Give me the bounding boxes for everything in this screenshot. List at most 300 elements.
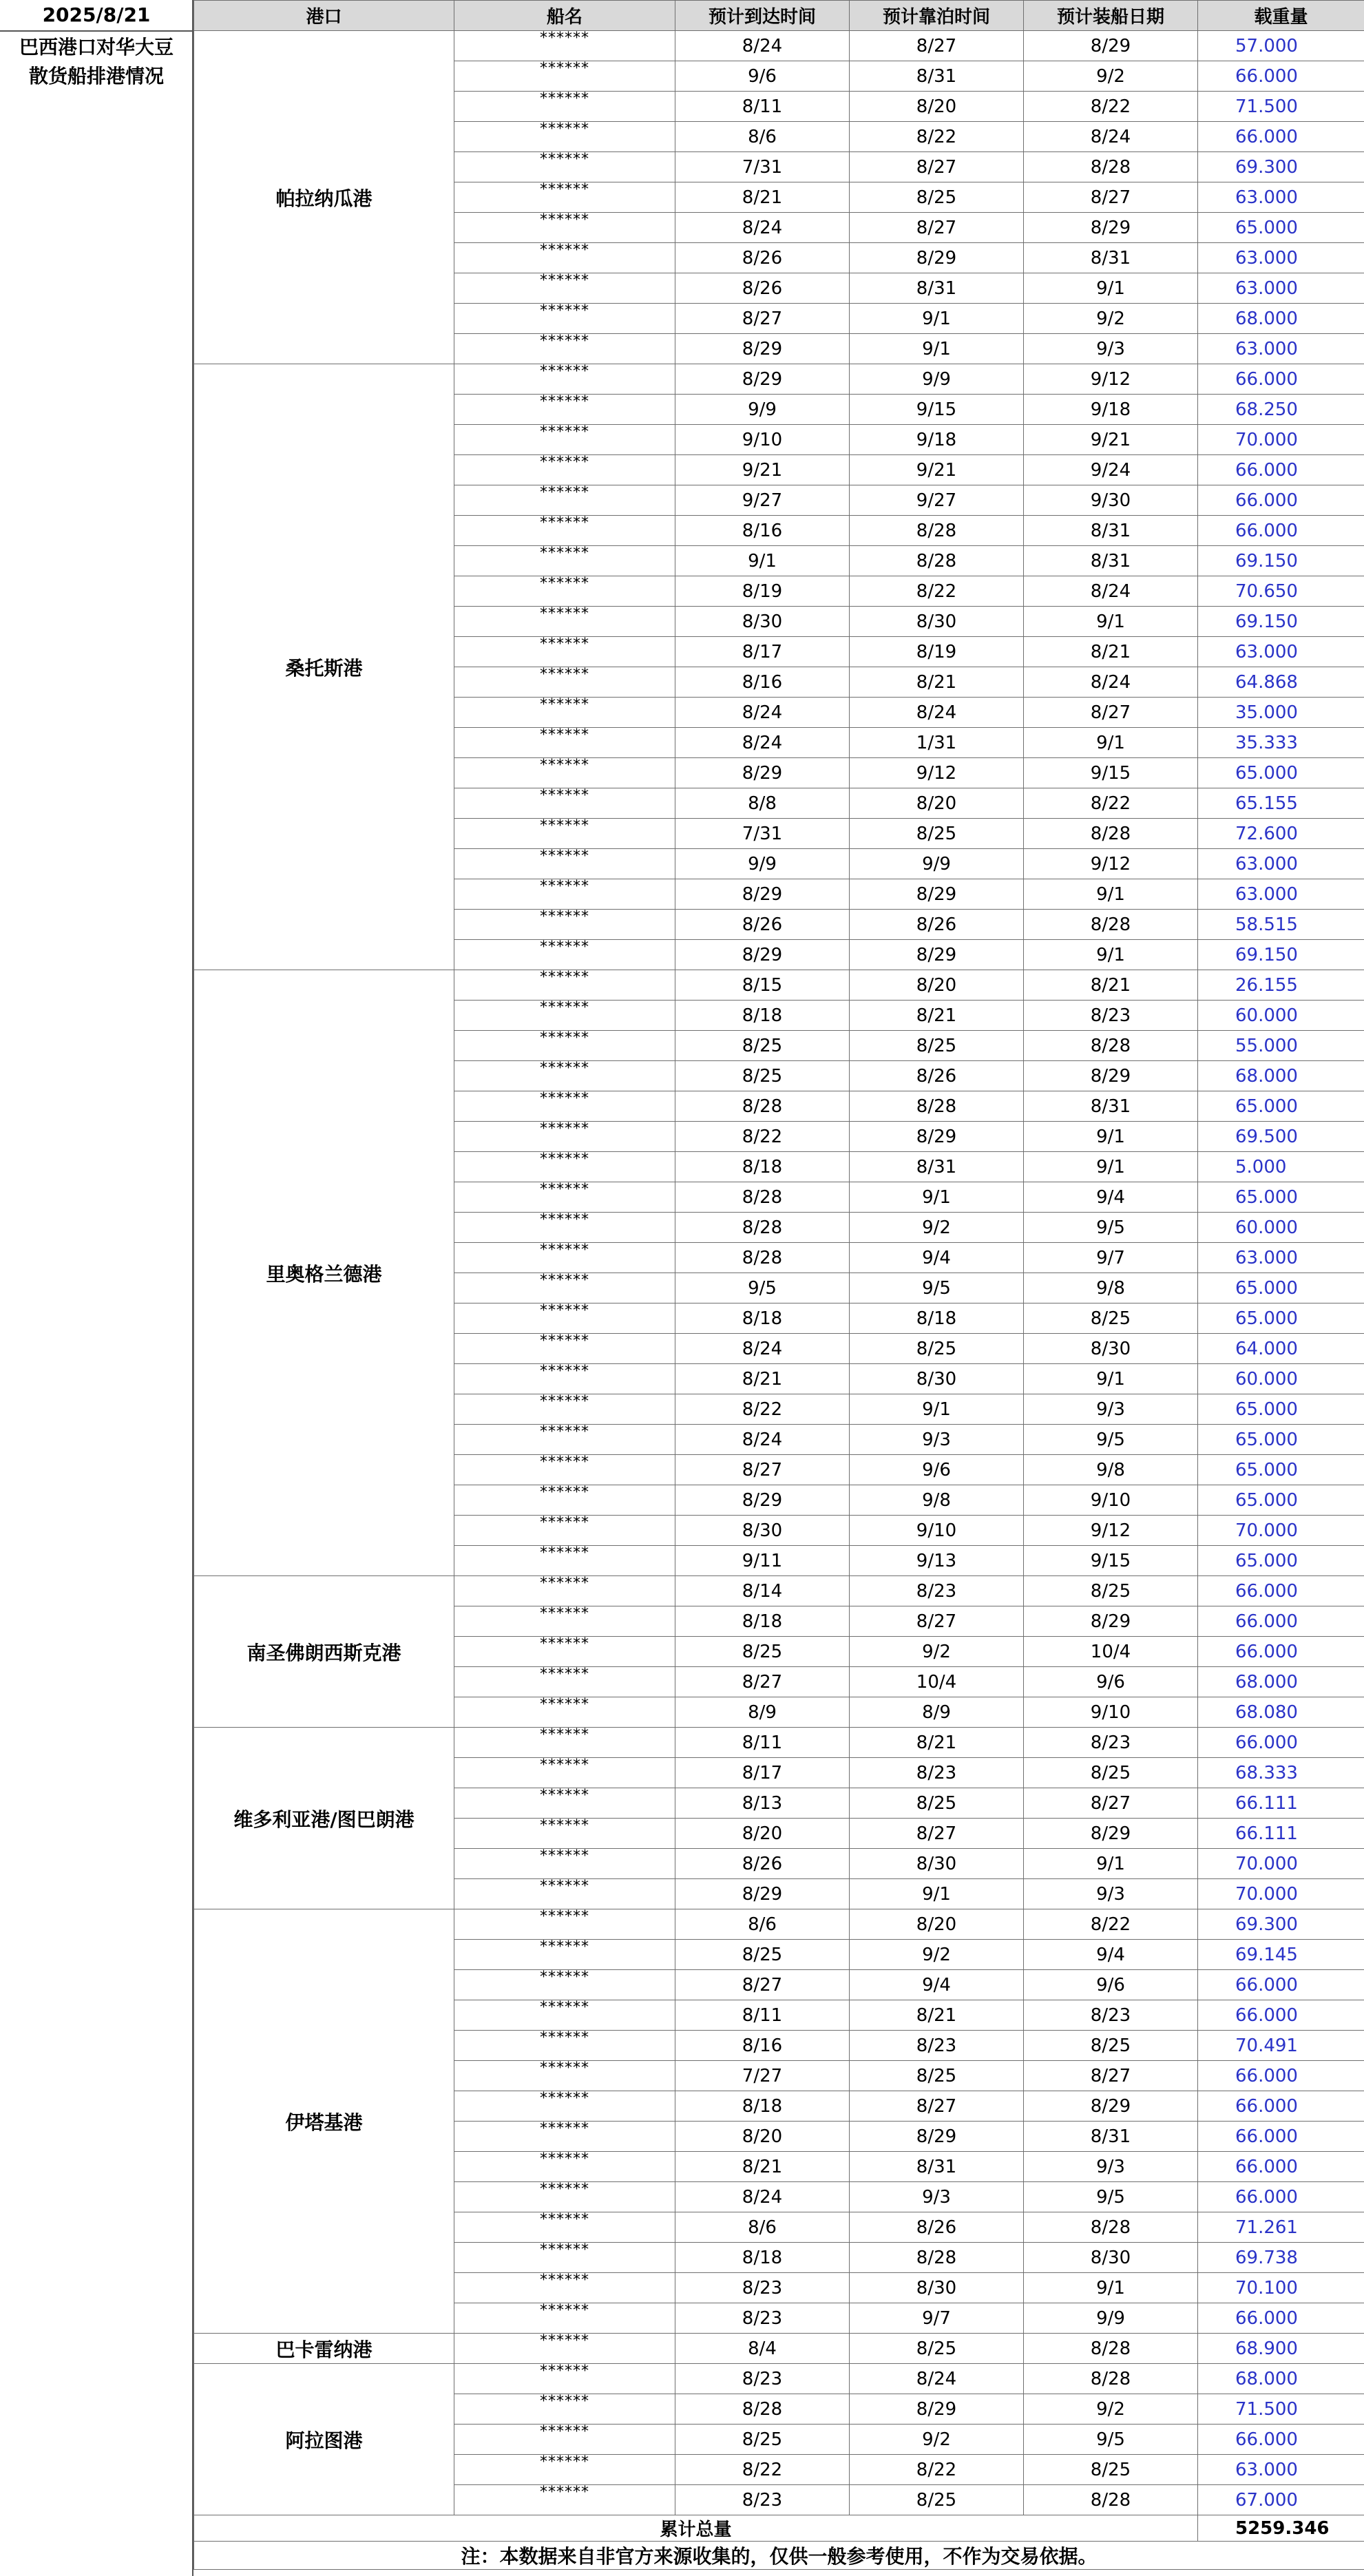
schedule-body [194, 31, 1364, 2515]
berthing-date-cell: 9/12 [850, 758, 1024, 788]
ship-name-cell: ****** [454, 31, 675, 61]
weight-cell: 65.155 [1198, 788, 1364, 819]
berthing-date-cell: 8/27 [850, 1606, 1024, 1637]
berthing-date-cell: 9/2 [850, 1637, 1024, 1667]
arrival-date-cell: 8/29 [675, 1879, 850, 1909]
weight-cell: 66.000 [1198, 1606, 1364, 1637]
ship-name-cell: ****** [454, 1182, 675, 1213]
weight-cell: 60.000 [1198, 1213, 1364, 1243]
table-row [194, 2364, 1364, 2394]
weight-cell: 71.500 [1198, 2394, 1364, 2425]
ship-name-cell: ****** [454, 1334, 675, 1364]
arrival-date-cell: 8/28 [675, 2394, 850, 2425]
berthing-date-cell: 9/1 [850, 304, 1024, 334]
col-header-weight: 载重量 [1198, 1, 1364, 31]
loading-date-cell: 9/6 [1024, 1667, 1198, 1697]
arrival-date-cell: 9/1 [675, 546, 850, 576]
arrival-date-cell: 8/25 [675, 1031, 850, 1061]
ship-name-cell: ****** [454, 819, 675, 849]
weight-cell: 66.000 [1198, 2122, 1364, 2152]
report-title-line-1: 巴西港口对华大豆 [19, 36, 174, 59]
berthing-date-cell: 8/30 [850, 1849, 1024, 1879]
ship-name-cell: ****** [454, 2182, 675, 2212]
ship-name-cell: ****** [454, 1606, 675, 1637]
loading-date-cell: 9/3 [1024, 1394, 1198, 1425]
weight-cell: 66.000 [1198, 61, 1364, 92]
weight-cell: 65.000 [1198, 1394, 1364, 1425]
weight-cell: 65.000 [1198, 758, 1364, 788]
arrival-date-cell: 8/18 [675, 1001, 850, 1031]
arrival-date-cell: 8/27 [675, 304, 850, 334]
arrival-date-cell: 8/26 [675, 273, 850, 304]
loading-date-cell: 8/22 [1024, 788, 1198, 819]
weight-cell: 65.000 [1198, 1546, 1364, 1576]
ship-name-cell: ****** [454, 1970, 675, 2000]
berthing-date-cell: 8/22 [850, 576, 1024, 607]
weight-cell: 65.000 [1198, 213, 1364, 243]
weight-cell: 68.900 [1198, 2334, 1364, 2364]
ship-name-cell: ****** [454, 1061, 675, 1091]
ship-name-cell: ****** [454, 2425, 675, 2455]
loading-date-cell: 8/30 [1024, 2243, 1198, 2273]
loading-date-cell: 9/3 [1024, 1879, 1198, 1909]
weight-cell: 68.080 [1198, 1697, 1364, 1728]
table-row [194, 1909, 1364, 1940]
vessel-schedule-table [193, 0, 1364, 2570]
loading-date-cell: 8/28 [1024, 2485, 1198, 2515]
ship-name-cell: ****** [454, 1728, 675, 1758]
ship-name-cell: ****** [454, 667, 675, 698]
loading-date-cell: 8/27 [1024, 698, 1198, 728]
port-name: 里奥格兰德港 [194, 970, 454, 1576]
ship-name-cell: ****** [454, 1849, 675, 1879]
weight-cell: 63.000 [1198, 849, 1364, 879]
weight-cell: 66.000 [1198, 364, 1364, 395]
weight-cell: 70.491 [1198, 2031, 1364, 2061]
weight-cell: 70.000 [1198, 1849, 1364, 1879]
col-header-loading: 预计装船日期 [1024, 1, 1198, 31]
berthing-date-cell: 8/31 [850, 61, 1024, 92]
arrival-date-cell: 8/19 [675, 576, 850, 607]
arrival-date-cell: 9/10 [675, 425, 850, 455]
ship-name-cell: ****** [454, 1031, 675, 1061]
berthing-date-cell: 8/27 [850, 213, 1024, 243]
arrival-date-cell: 8/22 [675, 2455, 850, 2485]
loading-date-cell: 8/28 [1024, 910, 1198, 940]
arrival-date-cell: 8/24 [675, 698, 850, 728]
arrival-date-cell: 8/15 [675, 970, 850, 1001]
berthing-date-cell: 8/30 [850, 607, 1024, 637]
weight-cell: 64.868 [1198, 667, 1364, 698]
arrival-date-cell: 8/25 [675, 1940, 850, 1970]
loading-date-cell: 8/31 [1024, 1091, 1198, 1122]
col-header-berthing: 预计靠泊时间 [850, 1, 1024, 31]
berthing-date-cell: 9/21 [850, 455, 1024, 485]
berthing-date-cell: 8/20 [850, 1909, 1024, 1940]
loading-date-cell: 9/7 [1024, 1243, 1198, 1273]
weight-cell: 72.600 [1198, 819, 1364, 849]
loading-date-cell: 8/22 [1024, 92, 1198, 122]
weight-cell: 60.000 [1198, 1364, 1364, 1394]
berthing-date-cell: 8/23 [850, 1576, 1024, 1606]
weight-cell: 71.261 [1198, 2212, 1364, 2243]
arrival-date-cell: 8/25 [675, 1061, 850, 1091]
berthing-date-cell: 8/21 [850, 667, 1024, 698]
arrival-date-cell: 8/29 [675, 1485, 850, 1516]
berthing-date-cell: 9/9 [850, 364, 1024, 395]
berthing-date-cell: 8/23 [850, 2031, 1024, 2061]
loading-date-cell: 8/30 [1024, 1334, 1198, 1364]
arrival-date-cell: 8/30 [675, 607, 850, 637]
berthing-date-cell: 8/25 [850, 1031, 1024, 1061]
loading-date-cell: 8/31 [1024, 546, 1198, 576]
ship-name-cell: ****** [454, 1213, 675, 1243]
arrival-date-cell: 9/6 [675, 61, 850, 92]
ship-name-cell: ****** [454, 1758, 675, 1788]
ship-name-cell: ****** [454, 122, 675, 152]
berthing-date-cell: 8/25 [850, 819, 1024, 849]
berthing-date-cell: 9/9 [850, 849, 1024, 879]
port-name: 伊塔基港 [194, 1909, 454, 2334]
weight-cell: 65.000 [1198, 1273, 1364, 1303]
report-title-line-2: 散货船排港情况 [28, 65, 164, 87]
arrival-date-cell: 8/26 [675, 243, 850, 273]
arrival-date-cell: 8/18 [675, 1152, 850, 1182]
berthing-date-cell: 8/24 [850, 698, 1024, 728]
loading-date-cell: 8/28 [1024, 819, 1198, 849]
arrival-date-cell: 8/27 [675, 1667, 850, 1697]
berthing-date-cell: 9/27 [850, 485, 1024, 516]
loading-date-cell: 8/28 [1024, 1031, 1198, 1061]
loading-date-cell: 9/3 [1024, 334, 1198, 364]
arrival-date-cell: 8/29 [675, 879, 850, 910]
weight-cell: 65.000 [1198, 1425, 1364, 1455]
weight-cell: 70.000 [1198, 425, 1364, 455]
berthing-date-cell: 8/20 [850, 970, 1024, 1001]
weight-cell: 66.000 [1198, 1728, 1364, 1758]
arrival-date-cell: 9/9 [675, 395, 850, 425]
ship-name-cell: ****** [454, 1516, 675, 1546]
berthing-date-cell: 9/3 [850, 1425, 1024, 1455]
berthing-date-cell: 8/20 [850, 788, 1024, 819]
loading-date-cell: 8/31 [1024, 516, 1198, 546]
ship-name-cell: ****** [454, 61, 675, 92]
loading-date-cell: 9/2 [1024, 61, 1198, 92]
berthing-date-cell: 8/27 [850, 31, 1024, 61]
arrival-date-cell: 8/24 [675, 1425, 850, 1455]
berthing-date-cell: 9/7 [850, 2303, 1024, 2334]
loading-date-cell: 8/27 [1024, 182, 1198, 213]
weight-cell: 70.000 [1198, 1516, 1364, 1546]
table-row [194, 364, 1364, 395]
ship-name-cell: ****** [454, 455, 675, 485]
loading-date-cell: 9/1 [1024, 1849, 1198, 1879]
weight-cell: 69.738 [1198, 2243, 1364, 2273]
arrival-date-cell: 8/6 [675, 122, 850, 152]
berthing-date-cell: 9/6 [850, 1455, 1024, 1485]
loading-date-cell: 8/27 [1024, 1788, 1198, 1819]
weight-cell: 68.000 [1198, 1667, 1364, 1697]
loading-date-cell: 9/12 [1024, 1516, 1198, 1546]
ship-name-cell: ****** [454, 364, 675, 395]
berthing-date-cell: 8/31 [850, 2152, 1024, 2182]
arrival-date-cell: 8/6 [675, 1909, 850, 1940]
berthing-date-cell: 8/27 [850, 2091, 1024, 2122]
arrival-date-cell: 8/26 [675, 1849, 850, 1879]
port-name: 桑托斯港 [194, 364, 454, 970]
arrival-date-cell: 8/9 [675, 1697, 850, 1728]
loading-date-cell: 8/21 [1024, 970, 1198, 1001]
loading-date-cell: 8/29 [1024, 2091, 1198, 2122]
weight-cell: 68.333 [1198, 1758, 1364, 1788]
berthing-date-cell: 9/15 [850, 395, 1024, 425]
ship-name-cell: ****** [454, 304, 675, 334]
arrival-date-cell: 8/21 [675, 1364, 850, 1394]
arrival-date-cell: 8/24 [675, 1334, 850, 1364]
arrival-date-cell: 8/23 [675, 2273, 850, 2303]
ship-name-cell: ****** [454, 1819, 675, 1849]
arrival-date-cell: 8/24 [675, 728, 850, 758]
weight-cell: 63.000 [1198, 273, 1364, 304]
loading-date-cell: 8/28 [1024, 2364, 1198, 2394]
ship-name-cell: ****** [454, 1788, 675, 1819]
ship-name-cell: ****** [454, 273, 675, 304]
loading-date-cell: 9/4 [1024, 1182, 1198, 1213]
berthing-date-cell: 9/4 [850, 1970, 1024, 2000]
berthing-date-cell: 8/20 [850, 92, 1024, 122]
loading-date-cell: 10/4 [1024, 1637, 1198, 1667]
arrival-date-cell: 8/23 [675, 2364, 850, 2394]
loading-date-cell: 9/2 [1024, 2394, 1198, 2425]
col-header-arrival: 预计到达时间 [675, 1, 850, 31]
weight-cell: 66.000 [1198, 2000, 1364, 2031]
loading-date-cell: 9/12 [1024, 849, 1198, 879]
loading-date-cell: 8/29 [1024, 1819, 1198, 1849]
port-name: 南圣佛朗西斯克港 [194, 1576, 454, 1728]
loading-date-cell: 8/31 [1024, 243, 1198, 273]
loading-date-cell: 8/25 [1024, 2455, 1198, 2485]
arrival-date-cell: 8/16 [675, 2031, 850, 2061]
berthing-date-cell: 8/30 [850, 2273, 1024, 2303]
berthing-date-cell: 8/19 [850, 637, 1024, 667]
berthing-date-cell: 8/26 [850, 1061, 1024, 1091]
berthing-date-cell: 8/25 [850, 2334, 1024, 2364]
loading-date-cell: 9/30 [1024, 485, 1198, 516]
berthing-date-cell: 8/26 [850, 2212, 1024, 2243]
weight-cell: 68.000 [1198, 2364, 1364, 2394]
berthing-date-cell: 1/31 [850, 728, 1024, 758]
ship-name-cell: ****** [454, 92, 675, 122]
berthing-date-cell: 9/18 [850, 425, 1024, 455]
arrival-date-cell: 9/21 [675, 455, 850, 485]
loading-date-cell: 9/1 [1024, 2273, 1198, 2303]
weight-cell: 66.000 [1198, 1576, 1364, 1606]
ship-name-cell: ****** [454, 2091, 675, 2122]
berthing-date-cell: 8/28 [850, 1091, 1024, 1122]
loading-date-cell: 9/21 [1024, 425, 1198, 455]
loading-date-cell: 9/15 [1024, 758, 1198, 788]
arrival-date-cell: 8/28 [675, 1213, 850, 1243]
berthing-date-cell: 8/21 [850, 1728, 1024, 1758]
arrival-date-cell: 8/18 [675, 1606, 850, 1637]
arrival-date-cell: 8/21 [675, 182, 850, 213]
arrival-date-cell: 8/16 [675, 516, 850, 546]
table-header-row [194, 1, 1364, 31]
berthing-date-cell: 8/23 [850, 1758, 1024, 1788]
weight-cell: 66.000 [1198, 1970, 1364, 2000]
loading-date-cell: 9/1 [1024, 728, 1198, 758]
loading-date-cell: 8/21 [1024, 637, 1198, 667]
ship-name-cell: ****** [454, 1637, 675, 1667]
arrival-date-cell: 7/31 [675, 152, 850, 182]
arrival-date-cell: 8/23 [675, 2485, 850, 2515]
weight-cell: 66.000 [1198, 2182, 1364, 2212]
ship-name-cell: ****** [454, 2455, 675, 2485]
ship-name-cell: ****** [454, 1485, 675, 1516]
total-row [194, 2515, 1364, 2542]
loading-date-cell: 8/28 [1024, 152, 1198, 182]
berthing-date-cell: 9/4 [850, 1243, 1024, 1273]
loading-date-cell: 9/1 [1024, 879, 1198, 910]
arrival-date-cell: 8/14 [675, 1576, 850, 1606]
loading-date-cell: 9/10 [1024, 1697, 1198, 1728]
weight-cell: 69.150 [1198, 546, 1364, 576]
ship-name-cell: ****** [454, 546, 675, 576]
port-name: 巴卡雷纳港 [194, 2334, 454, 2364]
weight-cell: 70.100 [1198, 2273, 1364, 2303]
ship-name-cell: ****** [454, 2273, 675, 2303]
arrival-date-cell: 8/11 [675, 2000, 850, 2031]
berthing-date-cell: 8/27 [850, 1819, 1024, 1849]
loading-date-cell: 8/22 [1024, 1909, 1198, 1940]
weight-cell: 68.250 [1198, 395, 1364, 425]
loading-date-cell: 8/23 [1024, 2000, 1198, 2031]
berthing-date-cell: 8/29 [850, 2122, 1024, 2152]
ship-name-cell: ****** [454, 1667, 675, 1697]
loading-date-cell: 9/1 [1024, 1364, 1198, 1394]
weight-cell: 63.000 [1198, 243, 1364, 273]
table-row [194, 1728, 1364, 1758]
weight-cell: 66.000 [1198, 2425, 1364, 2455]
ship-name-cell: ****** [454, 516, 675, 546]
berthing-date-cell: 9/1 [850, 1879, 1024, 1909]
ship-name-cell: ****** [454, 1576, 675, 1606]
arrival-date-cell: 8/18 [675, 2091, 850, 2122]
port-name: 阿拉图港 [194, 2364, 454, 2515]
weight-cell: 68.000 [1198, 1061, 1364, 1091]
sidebar [0, 0, 193, 2576]
ship-name-cell: ****** [454, 2334, 675, 2364]
loading-date-cell: 9/24 [1024, 455, 1198, 485]
ship-name-cell: ****** [454, 1243, 675, 1273]
loading-date-cell: 9/1 [1024, 1152, 1198, 1182]
arrival-date-cell: 8/22 [675, 1122, 850, 1152]
weight-cell: 66.000 [1198, 122, 1364, 152]
arrival-date-cell: 8/27 [675, 1455, 850, 1485]
table-row [194, 2334, 1364, 2364]
arrival-date-cell: 7/31 [675, 819, 850, 849]
ship-name-cell: ****** [454, 1425, 675, 1455]
ship-name-cell: ****** [454, 940, 675, 970]
berthing-date-cell: 9/13 [850, 1546, 1024, 1576]
arrival-date-cell: 8/8 [675, 788, 850, 819]
weight-cell: 63.000 [1198, 1243, 1364, 1273]
weight-cell: 26.155 [1198, 970, 1364, 1001]
ship-name-cell: ****** [454, 2485, 675, 2515]
ship-name-cell: ****** [454, 334, 675, 364]
ship-name-cell: ****** [454, 1909, 675, 1940]
ship-name-cell: ****** [454, 243, 675, 273]
arrival-date-cell: 8/24 [675, 31, 850, 61]
loading-date-cell: 8/25 [1024, 2031, 1198, 2061]
berthing-date-cell: 8/27 [850, 152, 1024, 182]
ship-name-cell: ****** [454, 485, 675, 516]
weight-cell: 67.000 [1198, 2485, 1364, 2515]
col-header-ship: 船名 [454, 1, 675, 31]
weight-cell: 70.000 [1198, 1879, 1364, 1909]
berthing-date-cell: 8/18 [850, 1303, 1024, 1334]
ship-name-cell: ****** [454, 2000, 675, 2031]
note-row [194, 2542, 1364, 2570]
ship-name-cell: ****** [454, 1394, 675, 1425]
weight-cell: 5.000 [1198, 1152, 1364, 1182]
ship-name-cell: ****** [454, 758, 675, 788]
loading-date-cell: 9/10 [1024, 1485, 1198, 1516]
arrival-date-cell: 8/4 [675, 2334, 850, 2364]
weight-cell: 71.500 [1198, 92, 1364, 122]
loading-date-cell: 9/5 [1024, 2182, 1198, 2212]
ship-name-cell: ****** [454, 152, 675, 182]
arrival-date-cell: 8/11 [675, 92, 850, 122]
weight-cell: 63.000 [1198, 879, 1364, 910]
berthing-date-cell: 9/2 [850, 2425, 1024, 2455]
ship-name-cell: ****** [454, 2152, 675, 2182]
weight-cell: 66.000 [1198, 2091, 1364, 2122]
loading-date-cell: 8/28 [1024, 2334, 1198, 2364]
arrival-date-cell: 8/18 [675, 2243, 850, 2273]
arrival-date-cell: 9/5 [675, 1273, 850, 1303]
port-name: 维多利亚港/图巴朗港 [194, 1728, 454, 1909]
weight-cell: 57.000 [1198, 31, 1364, 61]
loading-date-cell: 8/24 [1024, 122, 1198, 152]
berthing-date-cell: 10/4 [850, 1667, 1024, 1697]
arrival-date-cell: 8/17 [675, 637, 850, 667]
ship-name-cell: ****** [454, 849, 675, 879]
berthing-date-cell: 8/25 [850, 182, 1024, 213]
table-row [194, 1576, 1364, 1606]
loading-date-cell: 9/8 [1024, 1455, 1198, 1485]
ship-name-cell: ****** [454, 1001, 675, 1031]
weight-cell: 68.000 [1198, 304, 1364, 334]
berthing-date-cell: 8/9 [850, 1697, 1024, 1728]
weight-cell: 66.000 [1198, 2152, 1364, 2182]
berthing-date-cell: 9/8 [850, 1485, 1024, 1516]
loading-date-cell: 9/3 [1024, 2152, 1198, 2182]
loading-date-cell: 9/12 [1024, 364, 1198, 395]
report-date: 2025/8/21 [0, 0, 193, 32]
loading-date-cell: 8/24 [1024, 667, 1198, 698]
berthing-date-cell: 9/10 [850, 1516, 1024, 1546]
berthing-date-cell: 8/21 [850, 2000, 1024, 2031]
arrival-date-cell: 8/30 [675, 1516, 850, 1546]
berthing-date-cell: 8/30 [850, 1364, 1024, 1394]
loading-date-cell: 9/4 [1024, 1940, 1198, 1970]
loading-date-cell: 8/28 [1024, 2212, 1198, 2243]
loading-date-cell: 9/1 [1024, 607, 1198, 637]
weight-cell: 65.000 [1198, 1091, 1364, 1122]
ship-name-cell: ****** [454, 607, 675, 637]
arrival-date-cell: 8/18 [675, 1303, 850, 1334]
